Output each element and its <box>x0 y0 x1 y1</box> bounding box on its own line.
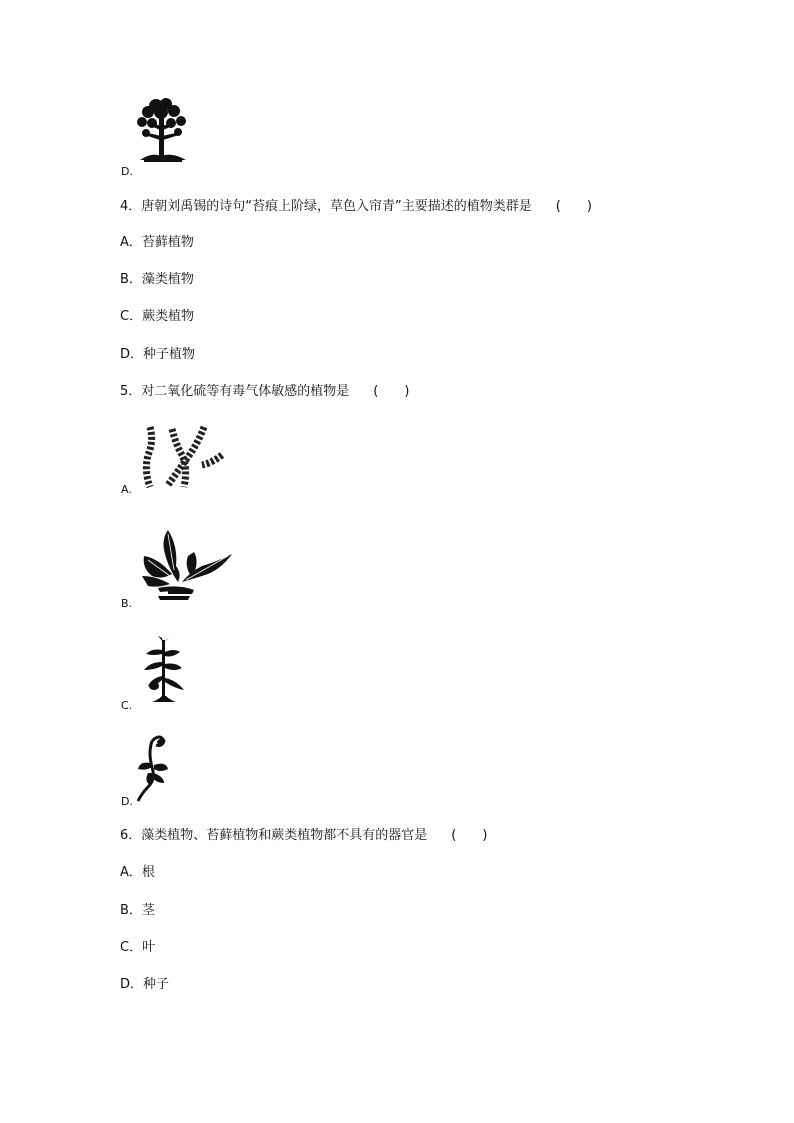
q4-option-b: B．藻类植物 <box>120 272 194 287</box>
q4-stem-row <box>120 198 592 216</box>
q6-option-a: A．根 <box>120 865 155 880</box>
q5-option-c-label: C. <box>121 699 133 712</box>
q5-option-a-image <box>142 425 224 489</box>
q5-answer-paren: ( ) <box>373 384 410 399</box>
q6-stem: 6．藻类植物、苔藓植物和蕨类植物都不具有的器官是 <box>120 828 428 843</box>
q5-stem: 5．对二氧化硫等有毒气体敏感的植物是 <box>120 384 350 399</box>
q6-option-d: D．种子 <box>120 977 170 992</box>
q4-option-d: D．种子植物 <box>120 347 196 362</box>
q5-option-d-label: D. <box>121 795 133 808</box>
q4-stem: 4．唐朝刘禹锡的诗句“苔痕上阶绿，草色入帘青”主要描述的植物类群是 <box>120 199 532 214</box>
fern-icon <box>138 526 234 602</box>
q5-option-b-label: B. <box>121 597 133 610</box>
q3-option-d-image <box>134 96 192 166</box>
moss-plant-icon <box>140 636 190 702</box>
q6-option-b: B．茎 <box>120 903 155 918</box>
q5-option-b-image <box>138 526 234 602</box>
q5-option-a-label: A. <box>121 483 132 496</box>
seedling-icon <box>134 733 172 803</box>
q4-option-a: A．苔藓植物 <box>120 235 194 250</box>
q3-option-d-label: D. <box>121 165 133 178</box>
q5-stem-row <box>120 383 409 401</box>
q6-option-c: C．叶 <box>120 940 156 955</box>
tree-plant-icon <box>134 96 192 166</box>
q4-option-c: C．蕨类植物 <box>120 309 195 324</box>
q6-answer-paren: ( ) <box>451 828 488 843</box>
q5-option-c-image <box>140 636 190 702</box>
q5-option-d-image <box>134 733 172 803</box>
algae-filament-icon <box>142 425 224 489</box>
q6-stem-row <box>120 827 487 845</box>
q4-answer-paren: ( ) <box>555 199 592 214</box>
